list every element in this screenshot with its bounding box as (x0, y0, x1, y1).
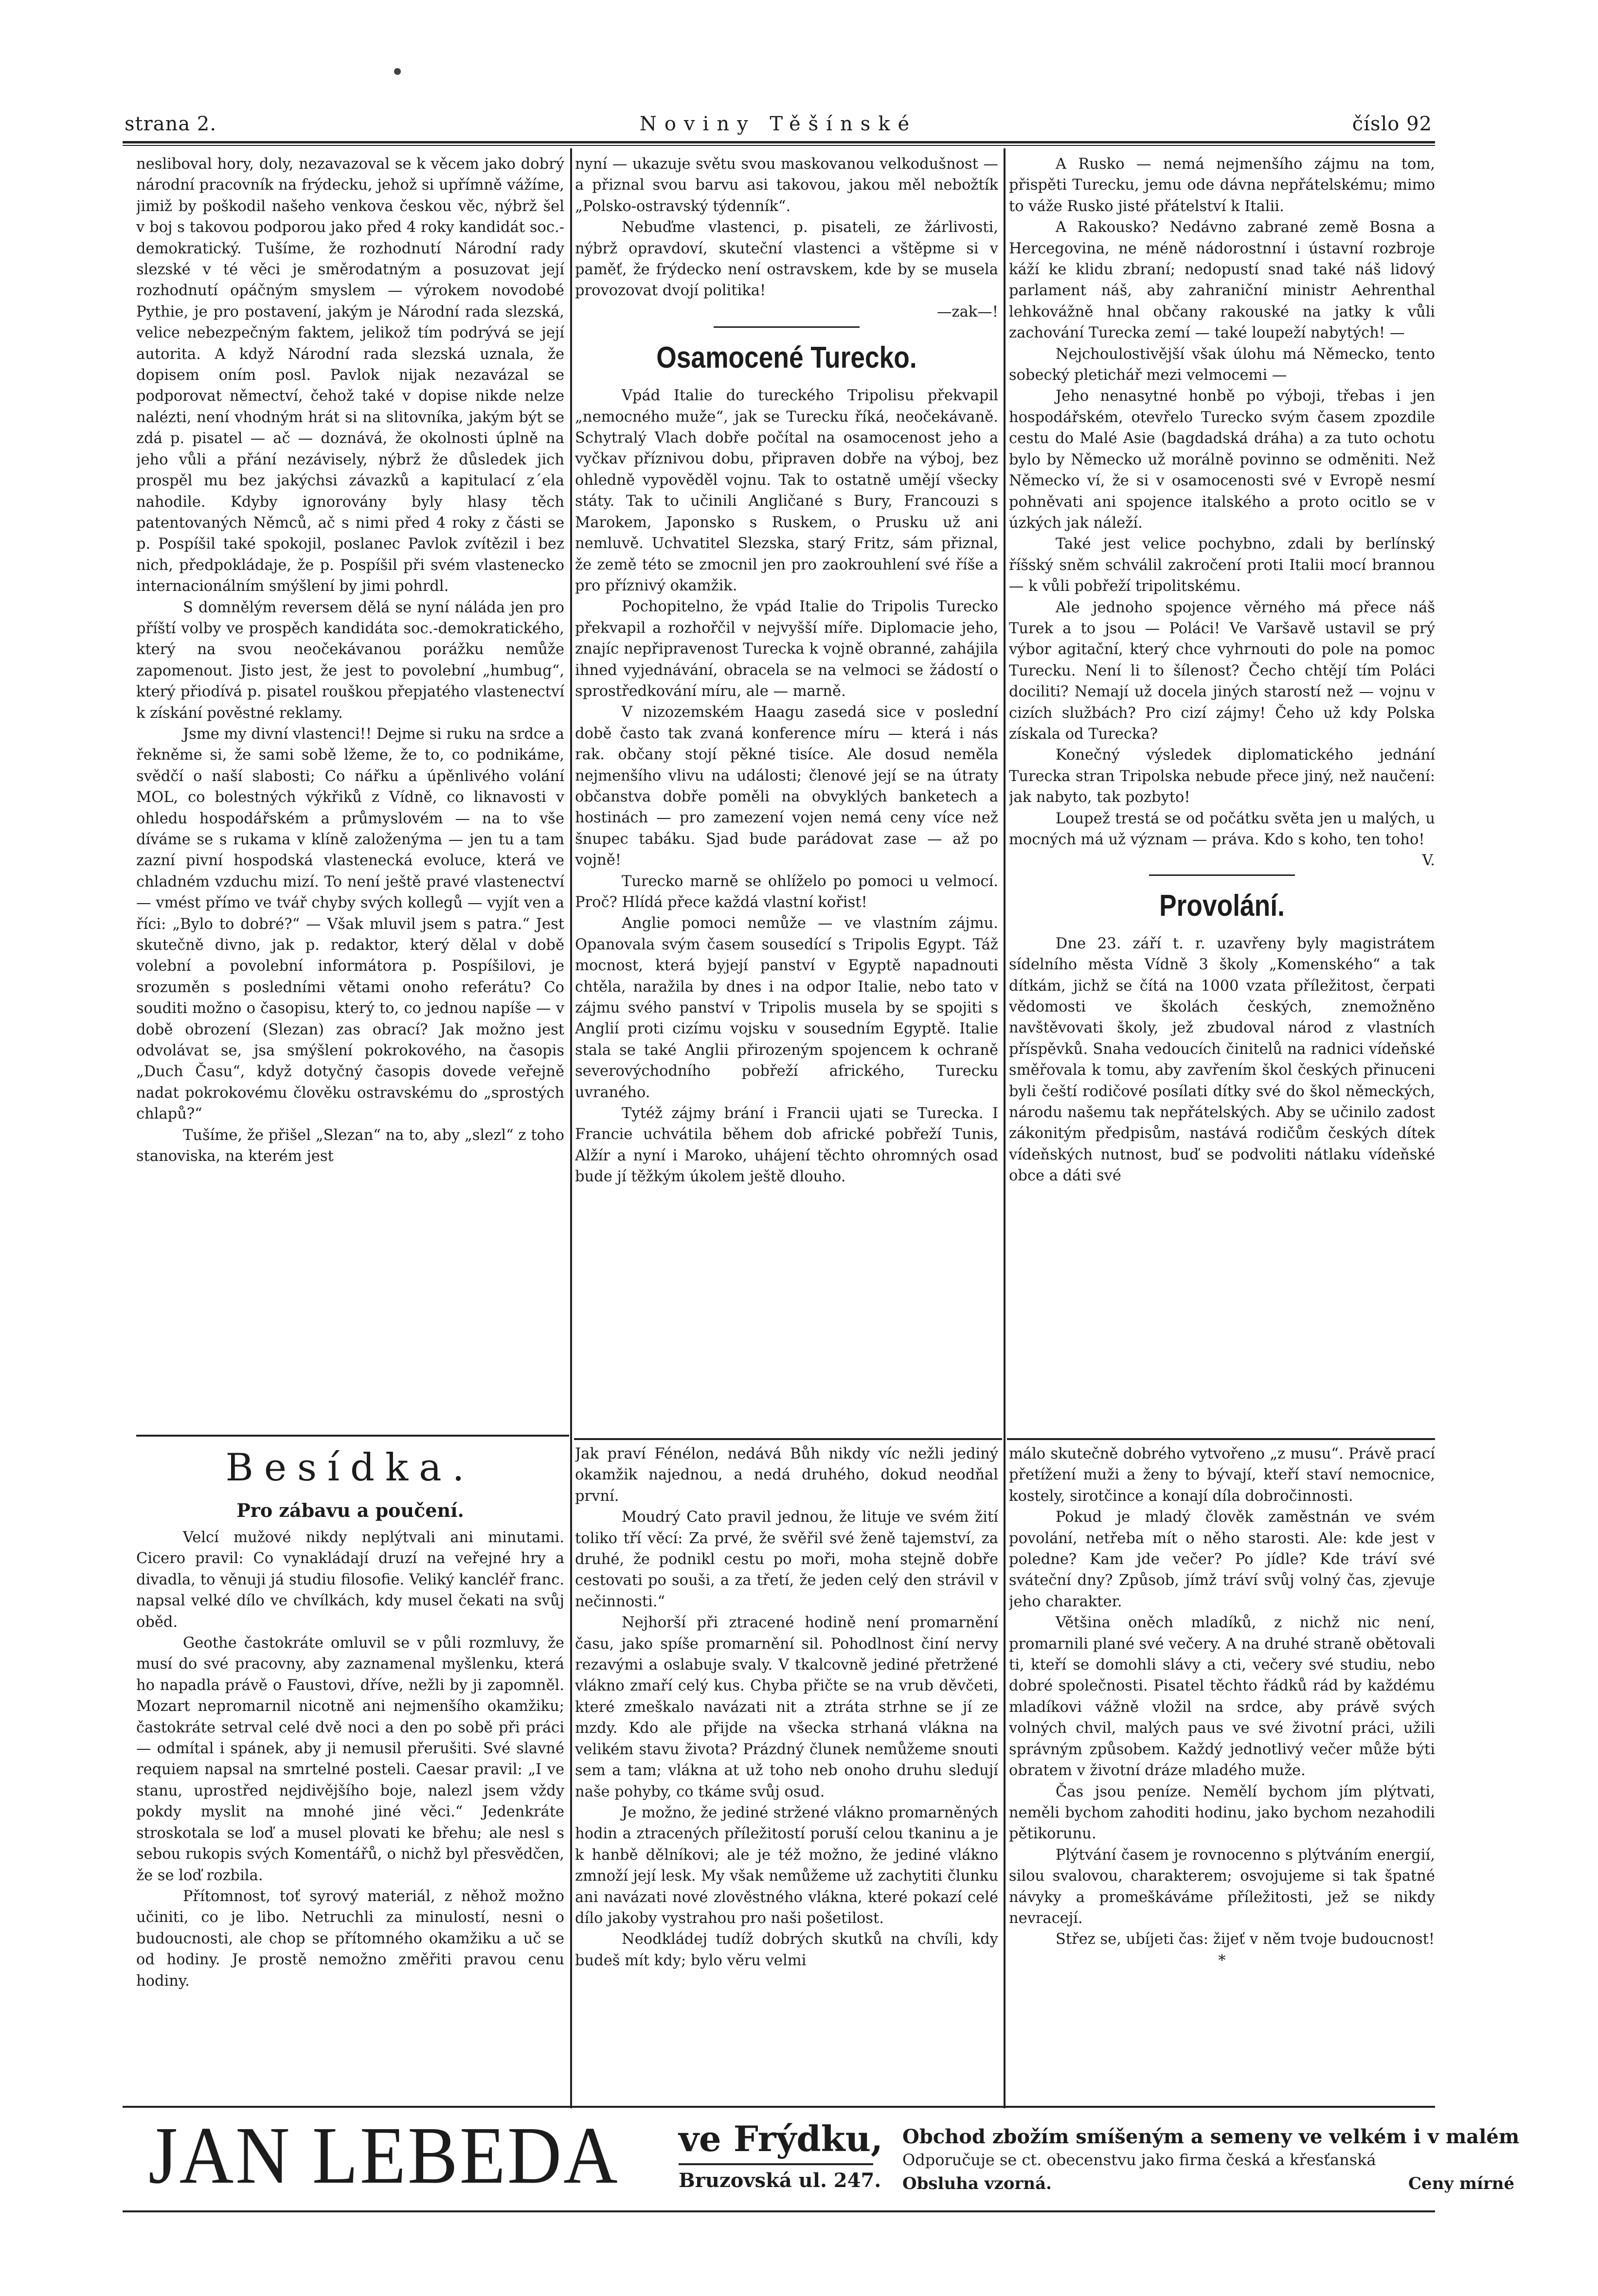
column-3-bottom (1009, 1443, 1435, 2106)
ad-line-3: Obsluha vzorná. (902, 2174, 1052, 2193)
col3-paragraph: Jeho nenasytné honbě po výboji, třebas i jen hospodářském, otevřelo Turecko svým časem zpozdile cestu do Malé Asie (bagdadská dráha) a za tuto ochotu bylo by Německo už morálně povinno se odměniti. Než Německo ví, že si v osamocenosti své v Evropě nesmí pohněvati ani spojence italského a proto ocitlo se v úzkých jak náleží. (1009, 388, 1435, 532)
col1-paragraph: Velcí mužové nikdy neplýtvali ani minutami. Cicero pravil: Co vynakládají druzí na veřejné hry a divadla, to věnuji já studiu filosofie. Veliký kancléř franc. napsal velké dílo ve chvílkách, kdy musel čekati na svůj oběd. (136, 1529, 564, 1631)
col3-paragraph: Čas jsou peníze. Nemělí bychom jím plýtvati, neměli bychom zahoditi hodinu, jako bychom nezahodili pětikorunu. (1009, 1783, 1435, 1843)
col3-paragraph: Většina oněch mladíků, z nichž nic není, promarnili plané své večery. A na druhé straně obětovali ti, kteří se domohli slávy a cti, večery své studiu, nebo dobré společnosti. Pisatel těchto řádků rád by každému mladíkovi vážně vložil na srdce, aby právě svých volných chvil, malých paus ve své životní práci, užili správným způsobem. Každý jednotlivý večer může býti obratem v životní dráze mladého muže. (1009, 1614, 1435, 1780)
col2-paragraph: Moudrý Cato pravil jednou, že lituje ve svém žití toliko tří věcí: Za prvé, že svěřil své ženě tajemství, za druhé, že podnikl cestu po moři, moha stejně dobře cestovati po souši, a za třetí, že jeden celý den strávil v nečinnosti.“ (575, 1509, 998, 1610)
col3-paragraph: A Rakousko? Nedávno zabrané země Bosna a Hercegovina, ne méně nádorostnní i ústavní rozbroje káží ke klidu zbraní; nedopustí snad také náš lidový parlament náš, aby zahraniční ministr Aehrenthal lehkovážně hnal občany rakouské na jatky k vůli zachování Turecka zemí — také loupeží nabytých! — (1009, 219, 1435, 342)
section-title-besidka: Besídka. (225, 1446, 475, 1490)
col2-paragraph: Vpád Italie do tureckého Tripolisu překvapil „nemocného muže“, jak se Turecku říká, neočekávaně. Schytralý Vlach dobře počítal na osamocenost jeho a vyčkav příznivou dobu, připraven dobře na výboj, bez ohledně vypověděl vojnu. Tak to ostatně umějí všecky státy. Tak to učinili Angličané s Bury, Francouzi s Marokem, Japonsko s Ruskem, o Prusku už ani nemluvě. Uchvatitel Slezska, starý Fritz, sám přiznal, že země této se zmocnil jen pro zaokrouhlení své říše a pro příznivý okamžik. (575, 387, 998, 594)
page-number: strana 2. (125, 113, 217, 135)
col1-paragraph: S domnělým reversem dělá se nyní náláda jen pro příští volby ve prospěch kandidáta soc.-demokratického, který na svou neočekávanou porážku nemůže zapomenout. Jisto jest, že jest to povolební „humbug“, který přiodívá p. pisatel rouškou přepjatého vlastenectví k získání pověstné reklamy. (136, 599, 564, 722)
column-2-top (575, 154, 998, 1435)
issue-number: číslo 92 (1352, 113, 1432, 135)
col1-paragraph: Jsme my divní vlastenci!! Dejme si ruku na srdce a řekněme si, že sami sobě lžeme, že to, co podnikáme, svědčí o naší slabosti; Co nářku a úpěnlivého volání MOL, co bolestných výkřiků z Vídně, co liknavosti v ohledu hospodářském a průmyslovém — na to vše díváme se s rukama v klíně založenýma — jen tu a tam zazní pivní hospodská vlastenecká evoluce, která ve chladném vzduchu mizí. To není ještě pravé vlastenectví — vmést přímo ve tvář chyby svých kollegů — vyjít ven a říci: „Bylo to dobré?“ — Však mluvil jsem s patra.“ Jest skutečně divno, jak p. redaktor, který dělal v době volební a povolební informátora p. Pospíšilovi, je srozuměn s posledními větami onoho referátu? Co souditi možno o časopisu, který to, co jednou napíše — v době obrození (Slezan) zas obrací? Jak možno jest odvolávat se, jsa smýšlení pokrokového, na časopis „Duch Času“, když dotyčný časopis dovede veřejně nadat pokrokovému člověku ostravskému do „sprostých chlapů?“ (136, 725, 564, 1123)
header-rule-bottom (123, 145, 1435, 146)
column-1-top (136, 154, 564, 1432)
col2-paragraph: nyní — ukazuje světu svou maskovanou velkodušnost — a přiznal svou barvu asi takovou, jakou měl nebožtík „Polsko-ostravský týdenník“. (575, 156, 998, 215)
column-divider-2 (1004, 148, 1005, 2108)
col1-paragraph: Tušíme, že přišel „Slezan“ na to, aby „slezl“ z toho stanoviska, na kterém jest (136, 1126, 564, 1165)
ad-line-3b: Ceny mírné (1408, 2174, 1515, 2193)
column-3-top (1009, 154, 1435, 1435)
col3-paragraph: Konečný výsledek diplomatického jednání Turecka stran Tripolska nebude přece jiný, než naučení: jak nabyto, tak pozbyto! (1009, 747, 1435, 806)
col2-paragraph: Neodkládej tudíž dobrých skutků na chvíli, kdy budeš mít kdy; bylo věru velmi (575, 1931, 998, 1969)
article-heading-provolani: Provolání. (1159, 889, 1285, 923)
col1-paragraph: Geothe častokráte omluvil se v půli rozmluvy, že musí do své pracovny, aby zaznamenal myšlenku, která ho napadla právě o Faustovi, dříve, nežli by ji zapomněl. Mozart nepromarnil nicotně ani nejmenšího okamžiku; častokráte setrval celé dvě noci a den po sobě při práci — odmítal i spánek, aby ji nemusil přerušiti. Své slavné requiem napsal na smrtelné posteli. Caesar pravil: „I ve stanu, uprostřed nejdivějšího boje, nalezl jsem vždy pokdy myslit na mnohé jiné věci.“ Jedenkráte stroskotala se loď a musel plovati ke břehu; ale nesl s sebou rukopis svých Komentářů, o nichž byl přesvědčen, že se loď rozbila. (136, 1635, 564, 1884)
ad-separator (679, 2163, 873, 2165)
article-heading-osamocene-turecko: Osamocené Turecko. (656, 341, 917, 375)
col3-paragraph: A Rusko — nemá nejmenšího zájmu na tom, přispěti Turecku, jemu ode dávna nepřátelskému; mimo to váže Rusko jisté přátelství k Italii. (1009, 156, 1435, 215)
column-2-bottom (575, 1443, 998, 2106)
ad-line-2: Odporučuje se ct. obecenstvu jako firma česká a křesťanská (902, 2151, 1376, 2169)
col3-paragraph: Ale jednoho spojence věrného má přece náš Turek a to jsou — Poláci! Ve Varšavě ustavil se prý výbor agitační, který chce vyhrnouti do pole na pomoc Turecku. Není li to šílenost? Čecho chtějí tím Poláci dociliti? Nemají už docela jiných starostí než — vojnu v cizích službách? Pro cizí zájmy! Čeho už kdy Polska získala od Turecka? (1009, 599, 1435, 743)
col2-signature: —zak—! (937, 303, 998, 320)
col2-paragraph: Je možno, že jediné stržené vlákno promarněných hodin a ztracených příležitostí poruší celou tkaninu a je k hanbě dělníkovi; ale je též možno, že jediné vlákno zmnoží její lesk. My však nemůžeme už zachytiti člunku ani navázati nové zlověstného vlákna, které pokazí celé dílo jakoby vystrahou pro naši pošetilost. (575, 1804, 998, 1927)
column-divider-1 (570, 148, 572, 2108)
section-rule-col1 (136, 1435, 569, 1437)
col2-paragraph: Nejhorší při ztracené hodině není promarnění času, jako spíše promarnění sil. Pohodlnost činí nervy rezavými a oslabuje svaly. V tkalcovně jediné přetržené vlákno zmaří celý kus. Chyba přičte se na vrub děvčeti, které zmeškalo navázati nit a ztráta strhne se jí ze mzdy. Kdo ale přijde na všecka strhaná vlákna na velikém stavu života? Prázdný člunek nemůžeme snouti sem a tam; vlákna at už toho neb onoho druhu sledují naše pohyby, co tkáme svůj osud. (575, 1614, 998, 1800)
header-rule-top (123, 141, 1435, 143)
col3-paragraph: Loupež trestá se od počátku světa jen u malých, u mocných má už význam — práva. Kdo s koho, ten toho! (1009, 810, 1435, 848)
page-header (122, 113, 1435, 140)
ad-place: ve Frýdku, (679, 2118, 883, 2159)
col2-paragraph: Tytéž zájmy brání i Francii ujati se Turecka. I Francie uchvátila během dob africké pobřeží Tunis, Alžír a nyní i Maroko, uhájení těchto ohromných osad bude jí těžkým úkolem ještě dlouho. (575, 1105, 998, 1186)
advertisement (124, 2106, 1520, 2208)
section-rule-col3 (1007, 1438, 1435, 1440)
col3-paragraph: Střez se, ubíjeti čas: žijeť v něm tvoje budoucnost! (1056, 1931, 1435, 1948)
col1-paragraph: nesliboval hory, doly, nezavazoval se k věcem jako dobrý národní pracovník na frýdecku, jehož si upřímně vážíme, jimiž by poškodil našeho venkova českou věc, nýbrž šel v boj s takovou podporou jako před 4 roky kandidát soc.-demokratický. Tušíme, že rozhodnutí Národní rady slezské v té věci je směrodatným a posuzovat její rozhodnutí opáčným smyslem — výrokem novodobé Pythie, je pro postavení, jakým je Národní rada slezská, velice nebezpečným faktem, jelikož tím podrývá se její autorita. A když Národní rada slezská uznala, že dopisem oním posl. Pavlok nijak nezavázal se podporovat němectví, čehož také v dopise nikde nelze nalézti, není vhodným hrát si na slitovníka, jakým být se zdá p. pisatel — ač — doznává, že okolnosti úplně na jeho vůli a přání nezávisely, nýbrž že důsledek jich prospěl mu bez jakýchsi závazků a kapitulací z´ela nahodile. Kdyby ignorovány byly hlasy těch patentovaných Němců, ač s nimi před 4 roky z části se p. Pospíšil také spokojil, poslanec Pavlok zvítězil i bez nich, předpokládaje, že p. Pospíšil při svém vlastenecko internacionálním smýšlení by jimi pohrdl. (136, 156, 564, 595)
col2-heading-rule (714, 326, 860, 328)
col2-paragraph: Pochopitelno, že vpád Italie do Tripolis Turecko překvapil a rozhořčil v nejvyšší míře. Diplomacie jeho, znajíc nepřipravenost Turecka k vojně obranné, zahájila ihned vyjednávání, obracela se na velmoci se žádostí o sprostředkování míru, ale — marně. (575, 598, 998, 700)
col2-paragraph: Nebuďme vlastenci, p. pisateli, ze žárlivosti, nýbrž opravdoví, skuteční vlastenci a vštěpme si v paměť, že frýdecko není ostravskem, kde by se musela provozovat dvojí politika! (575, 219, 998, 300)
col2-paragraph: Turecko marně se ohlíželo po pomoci u velmocí. Proč? Hlídá přece každá vlastní kořist! (575, 872, 998, 911)
col3-end-mark: * (1218, 1952, 1226, 1969)
newspaper-title: Noviny Těšínské (639, 113, 917, 135)
col3-paragraph: Dne 23. září t. r. uzavřeny byly magistrátem sídelního města Vídně 3 školy „Komenského“ a tak dítkám, jichž se čítá na 1000 vzata příležitost, čerpati vědomosti ve školách českých, znemožněno navštěvovati školy, jež zbudoval národ z vlastních příspěvků. Snaha vedoucích činitelů na radnici vídeňské směřovala k tomu, aby zavřením škol českých přinuceni byli čeští rodičové posílati dítky své do škol německých, národu našemu tak nepřátelských. Aby se učinilo zadost zákonitým předpisům, nastává rodičům českých dítek vídeňských nutnost, buď se podvoliti nátlaku vídeňské obce a dáti své (1009, 935, 1435, 1185)
col3-paragraph: Nejchoulostivější však úlohu má Německo, tento sobecký pletichář mezi velmocemi — (1009, 345, 1435, 384)
col1-paragraph: Přítomnost, toť syrový materiál, z něhož možno učiniti, co je libo. Netruchli za minulostí, nesni o budoucnosti, ale chop se přítomného okamžiku a uč se od hodiny. Je prostě nemožno změřiti pravou cenu hodiny. (136, 1887, 564, 1990)
col2-paragraph: Anglie pomoci nemůže — ve vlastním zájmu. Opanovala svým časem sousedící s Tripolis Egypt. Táž mocnost, která byjejí panství v Egyptě napadnouti chtěla, naražila by dnes i na odpor Italie, nebo tato v zájmu svého panství v Tripolis musela by se spojiti s Anglií proti cizímu vojsku v sousedním Egyptě. Italie stala se také Anglii přirozeným spojencem k ochraně severovýchodního pobřeží afrického, Turecku uvraného. (575, 915, 998, 1101)
column-1-bottom (136, 1439, 564, 2106)
col3-paragraph: Plýtvání časem je rovnocenno s plýtváním energií, silou svalovou, charakterem; osvojujeme si tak špatné návyky a promeškáváme příležitosti, jež se nikdy nevracejí. (1009, 1846, 1435, 1927)
ad-line-1: Obchod zbožím smíšeným a semeny ve velkém i v malém (902, 2125, 1520, 2148)
col3-paragraph: Pokud je mladý člověk zaměstnán ve svém povolání, netřeba mít o něho starosti. Ale: kde jest v poledne? Kam jde večer? Po jídle? Kde tráví své sváteční dny? Způsob, jímž tráví svůj volný čas, zjevuje jeho charakter. (1009, 1509, 1435, 1610)
col2-paragraph: V nizozemském Haagu zasedá sice v poslední době často tak zvaná konference míru — která i nás rak. občany stojí pěkné tisíce. Ale dosud neměla nejmenšího vlivu na události; členové její se na útraty občanstva dobře poměli na obvyklých banketech a hostinách — pro zamezení vojen nemá ceny více než šnupec tabáku. Sjad bude parádovat zase — až po vojně! (575, 704, 998, 869)
ad-street: Bruzovská ul. 247. (679, 2169, 881, 2192)
ad-rule-bottom (123, 2210, 1435, 2212)
col3-paragraph: málo skutečně dobrého vytvořeno „z musu“. Právě prací přetížení muži a ženy to bývají, kteří staví nemocnice, kostely, sirotčince a konají díla dobročinnosti. (1009, 1445, 1435, 1505)
section-subtitle: Pro zábavu a poučení. (236, 1499, 464, 1521)
ink-dot (394, 68, 401, 75)
col3-signature: V. (1422, 852, 1435, 870)
section-rule-col2 (574, 1438, 1002, 1440)
col3-heading-rule (1149, 874, 1295, 876)
ad-merchant-name: JAN LEBEDA (148, 2110, 620, 2201)
col2-paragraph: Jak praví Fénélon, nedává Bůh nikdy víc nežli jediný okamžik najednou, a nedá druhého, dokud neodňal první. (575, 1445, 998, 1505)
col3-paragraph: Také jest velice pochybno, zdali by berlínský říšský sněm schválil zakročení proti Italii mocí brannou — k vůli pobřeží tripolitskému. (1009, 535, 1435, 595)
